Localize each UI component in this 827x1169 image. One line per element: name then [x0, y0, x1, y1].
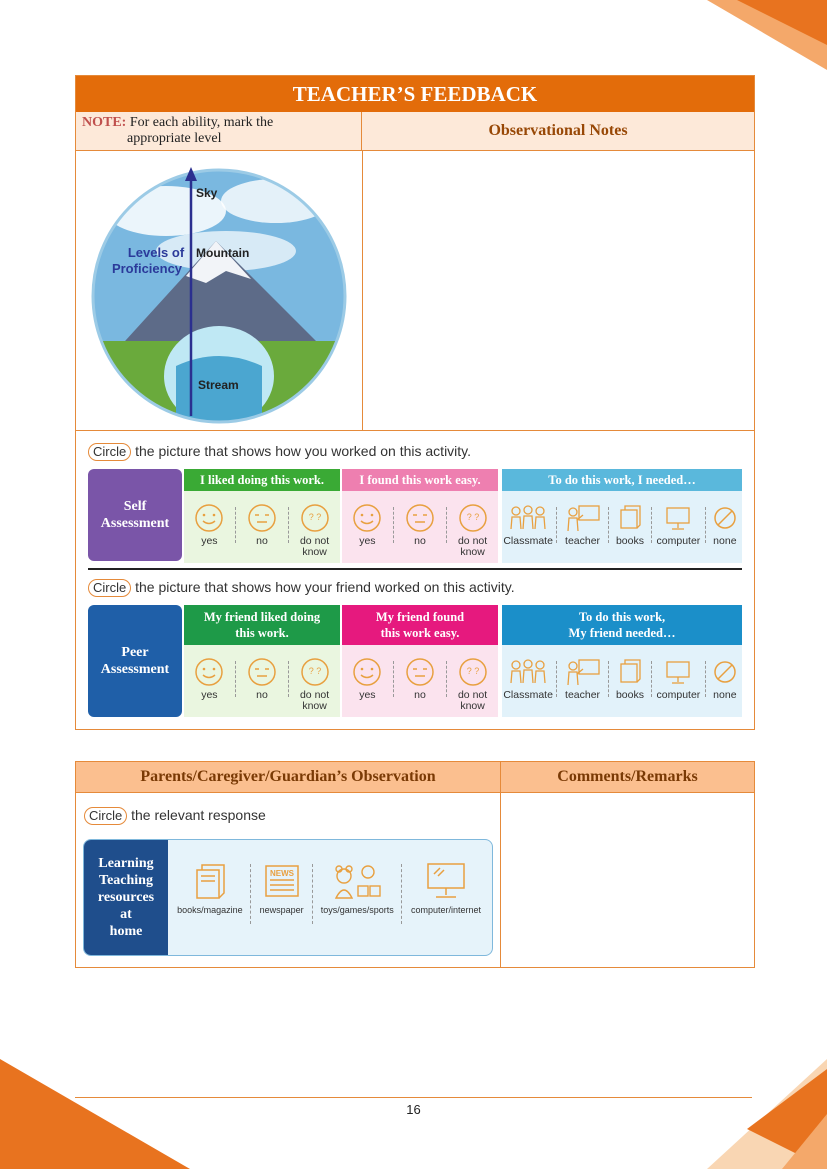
self-instruction — [88, 443, 471, 461]
computer-icon — [664, 503, 692, 533]
svg-text:? ?: ? ? — [466, 512, 479, 522]
self-needed-heading: To do this work, I needed… — [502, 469, 742, 491]
smiley-happy-icon — [352, 657, 382, 687]
level-sky: Sky — [196, 186, 218, 200]
self-liked-yes[interactable]: yes — [184, 503, 234, 547]
note-text: For each ability, mark the — [129, 115, 274, 130]
peer-liked-heading: My friend liked doing this work. — [184, 605, 340, 645]
self-liked-heading: I liked doing this work. — [184, 469, 340, 491]
page-number: 16 — [406, 1102, 421, 1117]
peer-needed-classmate[interactable]: Classmate — [504, 657, 552, 701]
parents-observation-header: Parents/Caregiver/Guardian’s Observation — [76, 762, 501, 792]
svg-text:? ?: ? ? — [308, 512, 321, 522]
smiley-neutral-icon — [405, 657, 435, 687]
teacher-feedback-table — [75, 75, 755, 730]
self-needed-teacher[interactable]: teacher — [562, 503, 604, 547]
assessment-area — [76, 431, 754, 729]
level-stream: Stream — [198, 378, 239, 392]
peer-group-needed — [502, 605, 742, 717]
comments-remarks-area[interactable] — [501, 793, 754, 967]
self-easy-no[interactable]: no — [395, 503, 445, 547]
self-needed-classmate[interactable]: Classmate — [504, 503, 552, 547]
resource-computer-internet[interactable]: computer/internet — [406, 860, 486, 916]
smiley-happy-icon — [352, 503, 382, 533]
self-needed-books[interactable]: books — [613, 503, 647, 547]
newspaper-icon-text: NEWS — [269, 869, 294, 878]
self-easy-do-not-know[interactable]: ? ? do not know — [448, 503, 498, 558]
self-group-needed — [502, 469, 742, 563]
peer-needed-computer[interactable]: computer — [656, 657, 700, 701]
self-liked-do-not-know[interactable]: ? ? do not know — [290, 503, 340, 558]
peer-liked-yes[interactable]: yes — [184, 657, 234, 701]
peer-needed-teacher[interactable]: teacher — [562, 657, 604, 701]
home-resources-panel — [83, 839, 493, 956]
peer-needed-books[interactable]: books — [613, 657, 647, 701]
teacher-feedback-title: TEACHER’S FEEDBACK — [76, 76, 754, 112]
smiley-neutral-icon — [405, 503, 435, 533]
svg-text:? ?: ? ? — [466, 666, 479, 676]
smiley-question-icon — [300, 657, 330, 687]
resource-books-magazine[interactable]: books/magazine — [174, 860, 246, 916]
learning-resources-label: Learning Teaching resources at home — [84, 840, 168, 955]
smiley-question-icon — [458, 503, 488, 533]
parents-instruction — [84, 807, 266, 825]
teacher-icon — [565, 657, 601, 687]
self-easy-yes[interactable]: yes — [342, 503, 392, 547]
peer-instruction — [88, 579, 515, 597]
peer-group-easy — [342, 605, 498, 717]
svg-text:? ?: ? ? — [308, 666, 321, 676]
parents-observation-cell — [76, 793, 501, 967]
peer-group-liked — [184, 605, 340, 717]
self-assessment-label: Self Assessment — [88, 469, 182, 561]
self-easy-heading: I found this work easy. — [342, 469, 498, 491]
classmates-icon — [508, 657, 548, 687]
resource-toys-games-sports[interactable]: toys/games/sports — [317, 860, 397, 916]
comments-remarks-header: Comments/Remarks — [557, 768, 698, 785]
smiley-happy-icon — [194, 657, 224, 687]
levels-of-proficiency-line1: Levels of — [127, 245, 185, 260]
footer-rule — [75, 1097, 752, 1098]
toys-games-icon — [330, 860, 384, 902]
book-magazine-icon — [189, 860, 231, 902]
smiley-happy-icon — [194, 503, 224, 533]
note-text-cont: appropriate level — [127, 131, 222, 146]
peer-assessment-label: Peer Assessment — [88, 605, 182, 717]
levels-of-proficiency-line2: Proficiency — [111, 261, 183, 276]
peer-instruction-text: the picture that shows how your friend worked on this activity. — [135, 579, 515, 595]
section-divider — [88, 568, 742, 570]
peer-liked-no[interactable]: no — [237, 657, 287, 701]
corner-decoration-top-right — [707, 0, 827, 70]
self-needed-computer[interactable]: computer — [656, 503, 700, 547]
smiley-neutral-icon — [247, 657, 277, 687]
none-icon — [712, 657, 738, 687]
classmates-icon — [508, 503, 548, 533]
note-label: NOTE: — [82, 115, 127, 130]
smiley-question-icon — [458, 657, 488, 687]
none-icon — [712, 503, 738, 533]
self-group-easy — [342, 469, 498, 563]
self-group-liked — [184, 469, 340, 563]
smiley-neutral-icon — [247, 503, 277, 533]
books-icon — [617, 657, 643, 687]
peer-liked-do-not-know[interactable]: ? ? do not know — [290, 657, 340, 712]
observational-notes-header: Observational Notes — [488, 122, 628, 139]
parents-observation-table — [75, 761, 755, 968]
circle-word: Circle — [88, 579, 131, 597]
note-cell — [76, 112, 362, 150]
peer-needed-none[interactable]: none — [710, 657, 740, 701]
peer-easy-do-not-know[interactable]: ? ? do not know — [448, 657, 498, 712]
circle-word: Circle — [88, 443, 131, 461]
smiley-question-icon — [300, 503, 330, 533]
self-liked-no[interactable]: no — [237, 503, 287, 547]
self-instruction-text: the picture that shows how you worked on this activity. — [135, 443, 472, 459]
computer-internet-icon — [424, 860, 468, 902]
level-mountain: Mountain — [196, 246, 250, 260]
books-icon — [617, 503, 643, 533]
peer-easy-heading: My friend found this work easy. — [342, 605, 498, 645]
proficiency-levels-image — [76, 151, 363, 430]
newspaper-icon — [261, 860, 303, 902]
resource-newspaper[interactable]: NEWS newspaper — [255, 860, 309, 916]
peer-easy-no[interactable]: no — [395, 657, 445, 701]
teacher-icon — [565, 503, 601, 533]
peer-easy-yes[interactable]: yes — [342, 657, 392, 701]
observational-notes-area[interactable] — [363, 151, 754, 430]
parents-instruction-text: the relevant response — [131, 807, 266, 823]
self-needed-none[interactable]: none — [710, 503, 740, 547]
circle-word: Circle — [84, 807, 127, 825]
computer-icon — [664, 657, 692, 687]
peer-needed-heading: To do this work, My friend needed… — [502, 605, 742, 645]
